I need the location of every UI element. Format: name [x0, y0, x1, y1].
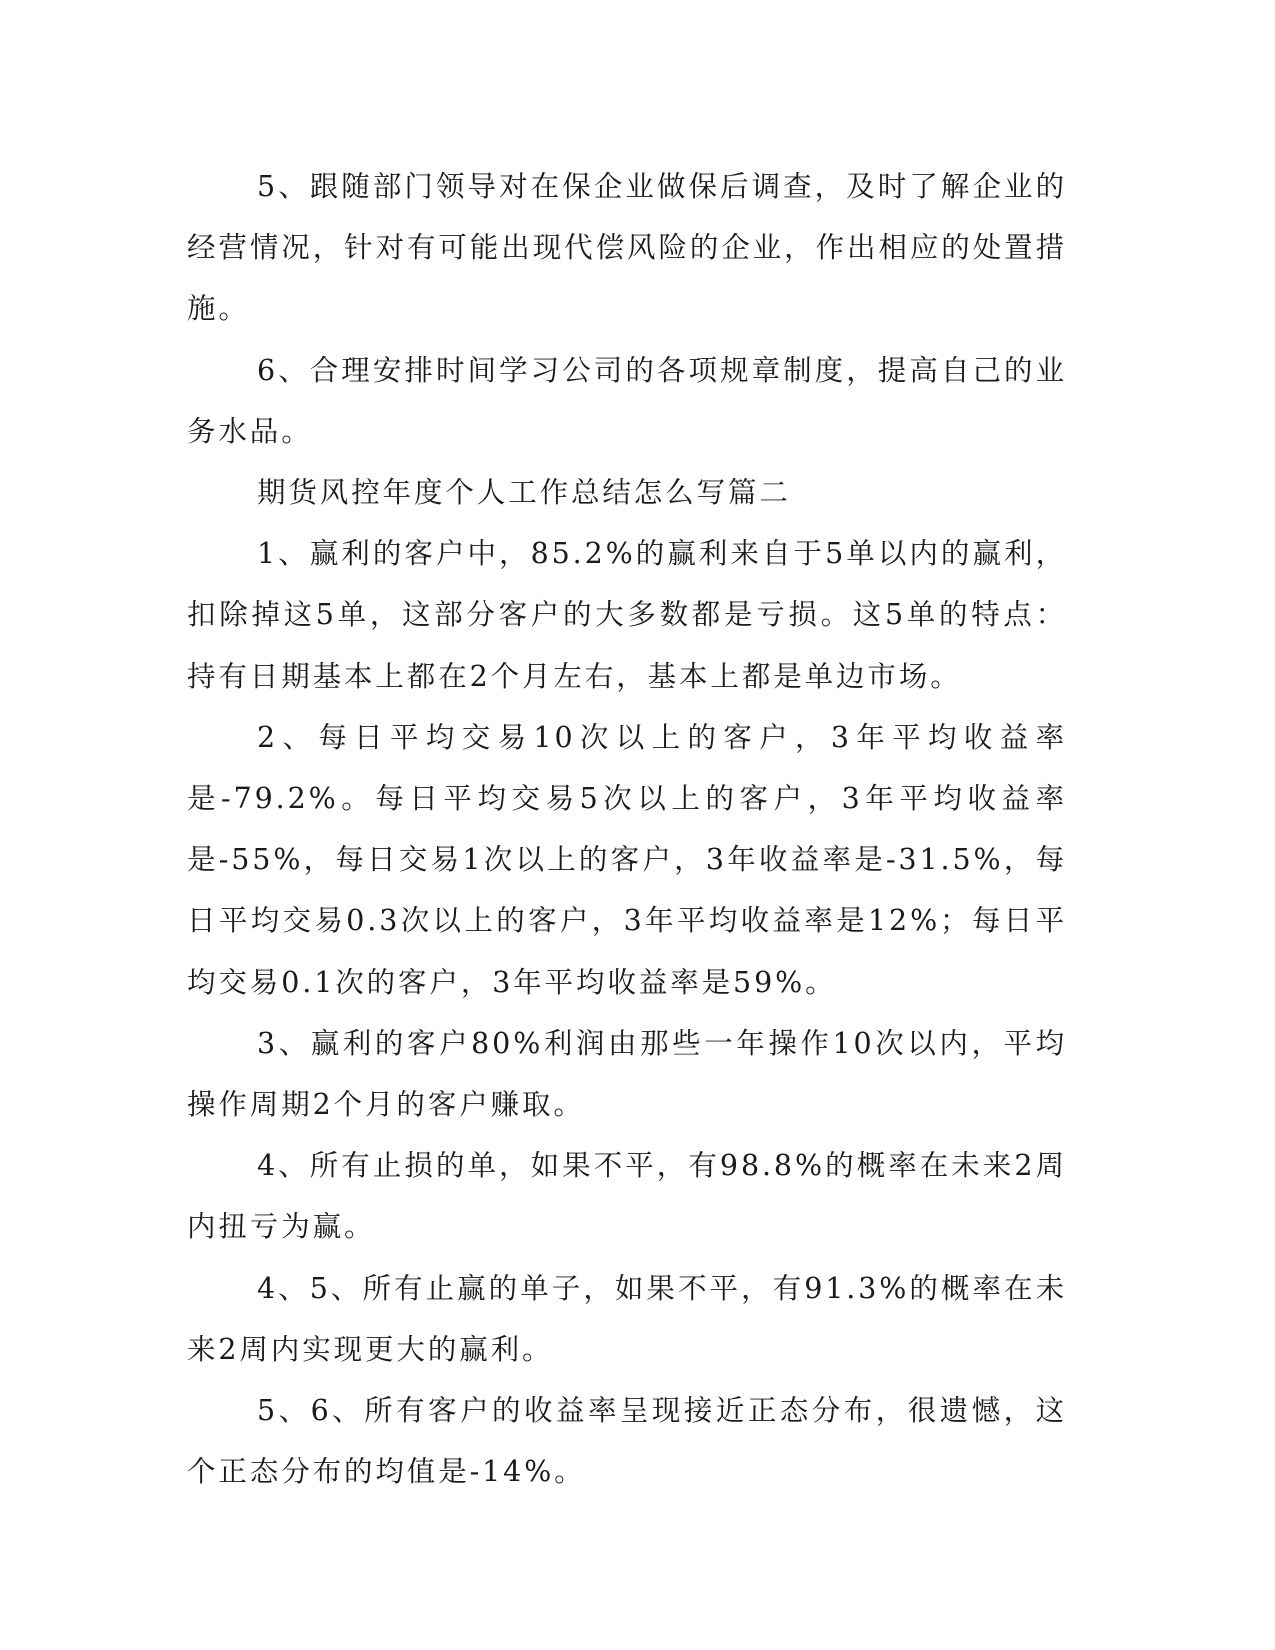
section-title: 期货风控年度个人工作总结怎么写篇二: [257, 476, 791, 510]
section-paragraph-6: 5、6、所有客户的收益率呈现接近正态分布，很遗憾，这个正态分布的均值是-14%。: [187, 1394, 1067, 1489]
paragraph-item-5: 5、跟随部门领导对在保企业做保后调查，及时了解企业的经营情况，针对有可能出现代偿风险的企业，作出相应的处置措施。: [187, 170, 1067, 326]
section-paragraph-1: 1、赢利的客户中，85.2%的赢利来自于5单以内的赢利，扣除掉这5单，这部分客户的大多数都是亏损。这5单的特点：持有日期基本上都在2个月左右，基本上都是单边市场。: [187, 537, 1067, 693]
section-paragraph-3: 3、赢利的客户80%利润由那些一年操作10次以内，平均操作周期2个月的客户赚取。: [187, 1026, 1067, 1122]
document-body: [187, 156, 1067, 1502]
section-paragraph-4: 4、所有止损的单，如果不平，有98.8%的概率在未来2周内扭亏为赢。: [187, 1149, 1067, 1244]
section-paragraph-2: 2、每日平均交易10次以上的客户，3年平均收益率是-79.2%。每日平均交易5次以上的客户，3年平均收益率是-55%，每日交易1次以上的客户，3年收益率是-31.5%，每日平均交易0.3次以上的客户，3年平均收益率是12%；每日平均交易0.1次的客户，3年平均收益率是59%。: [187, 720, 1067, 999]
paragraph-item-6: 6、合理安排时间学习公司的各项规章制度，提高自己的业务水品。: [187, 353, 1067, 448]
section-paragraph-5: 4、5、所有止赢的单子，如果不平，有91.3%的概率在未来2周内实现更大的赢利。: [187, 1271, 1067, 1366]
